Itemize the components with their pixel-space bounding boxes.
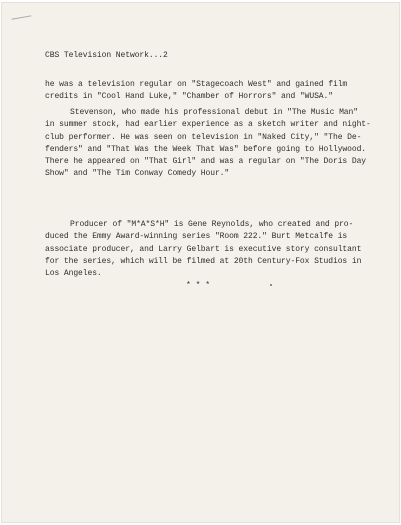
page-header: CBS Television Network...2 — [45, 51, 168, 60]
paragraph-3-line-5: Los Angeles. — [45, 269, 102, 279]
paragraph-1-line-1: he was a television regular on "Stagecoach West" and gained film — [45, 80, 348, 89]
paragraph-3-line-1-text: Producer of "M*A*S*H" is Gene Reynolds, who created and pro- — [70, 220, 354, 229]
paragraph-2 — [45, 107, 373, 181]
paper-speck — [270, 284, 272, 286]
paragraph-2-line-1-text: Stevenson, who made his professional debut in "The Music Man" — [70, 108, 358, 117]
paragraph-2-line-3: club performer. He was seen on television in "Naked City," "The De- — [45, 132, 362, 142]
paragraph-3-line-3: associate producer, and Larry Gelbart is executive story consultant — [45, 244, 362, 254]
paragraph-3-line-2: duced the Emmy Award-winning series "Room 222." Burt Metcalfe is — [45, 232, 348, 242]
paragraph-3-line-4: for the series, which will be filmed at 20th Century-Fox Studios in — [45, 256, 362, 266]
paragraph-2-line-6: Show" and "The Tim Conway Comedy Hour." — [45, 169, 230, 179]
paragraph-3 — [45, 219, 373, 280]
paragraph-2-line-4: fenders" and "That Was the Week That Was" before going to Hollywood. — [45, 144, 367, 154]
paragraph-3-line-1 — [45, 219, 373, 231]
paragraph-1 — [45, 79, 373, 104]
paragraph-2-line-2: in summer stock, had earlier experience as a sketch writer and night- — [45, 120, 371, 130]
pencil-mark — [12, 15, 33, 25]
paragraph-1-line-2: credits in "Cool Hand Luke," "Chamber of Horrors" and "WUSA." — [45, 92, 333, 102]
section-end-marks: * * * — [186, 281, 211, 290]
document-page — [2, 3, 399, 522]
paragraph-2-line-5: There he appeared on "That Girl" and was a regular on "The Doris Day — [45, 157, 367, 167]
paragraph-2-line-1 — [45, 107, 373, 119]
